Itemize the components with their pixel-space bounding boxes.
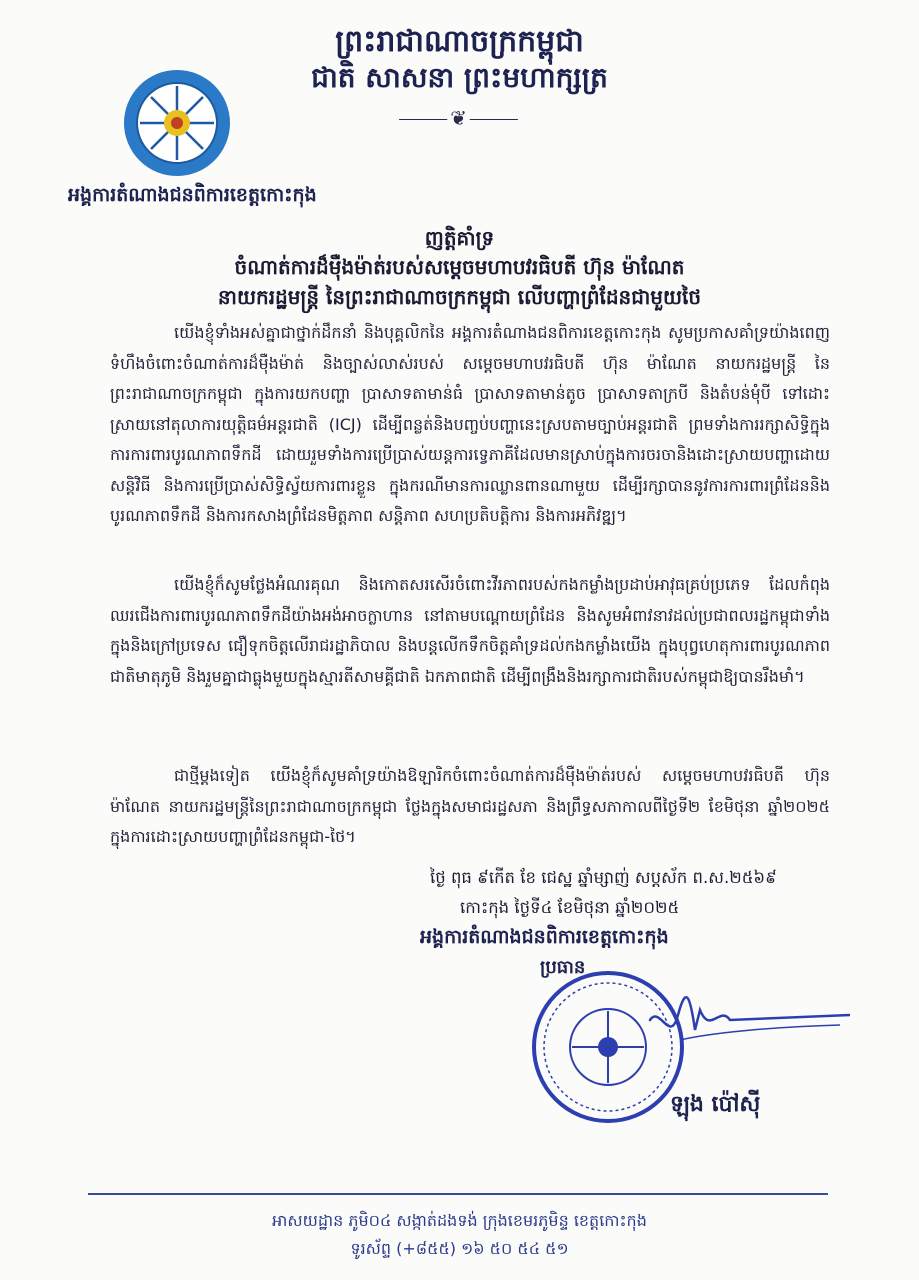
lunar-date: ថ្ងៃ ពុធ ៩កើត ខែ ជេស្ឋ ឆ្នាំម្សាញ់ សប្តស័ក ព.ស.២៥៦៩ [430, 868, 777, 887]
signer-role: ប្រធាន [540, 957, 586, 978]
document-subtitle-line1: ចំណាត់ការដ៏ម៉ឺងម៉ាត់របស់សម្តេចមហាបវរធិបតី ហ៊ុន ម៉ាណែត [234, 255, 685, 279]
motto-heading: ជាតិ សាសនា ព្រះមហាក្សត្រ [311, 61, 608, 94]
document-subtitle-line2: នាយករដ្ឋមន្ត្រី នៃព្រះរាជាណាចក្រកម្ពុជា លើបញ្ហាព្រំដែនជាមួយថៃ [217, 285, 702, 309]
footer-divider [88, 1193, 828, 1195]
body-paragraph-1: យើងខ្ញុំទាំងអស់គ្នាជាថ្នាក់ដឹកនាំ និងបុគ្គលិកនៃ អង្គការតំណាងជនពិការខេត្តកោះកុង សូមប្រកាសគាំទ្រយ៉ាងពេញទំហឹងចំពោះចំណាត់ការដ៏ម៉ឺងម៉ាត់ និងច្បាស់លាស់របស់ សម្តេចមហាបវរធិបតី ហ៊ុន ម៉ាណែត នាយករដ្ឋមន្ត្រី នៃព្រះរាជាណាចក្រកម្ពុជា ក្នុងការយកបញ្ហា ប្រាសាទតាមាន់ធំ ប្រាសាទតាមាន់តូច ប្រាសាទតាក្របី និងតំបន់មុំបី ទៅដោះស្រាយនៅតុលាការយុត្តិធម៌អន្តរជាតិ (ICJ) ដើម្បីពន្លត់និងបញ្ចប់បញ្ហានេះស្របតាមច្បាប់អន្តរជាតិ ព្រមទាំងការរក្សាសិទ្ធិក្នុងការការពារបូរណភាពទឹកដី ដោយរួមទាំងការប្រើប្រាស់យន្តការទ្វេភាគីដែលមានស្រាប់ក្នុងការចរចានិងដោះស្រាយបញ្ហាដោយសន្តិវិធី និងការប្រើប្រាស់សិទ្ធិស្វ័យការពារខ្លួន ក្នុងករណីមានការឈ្លានពានណាមួយ ដើម្បីរក្សាបាននូវការការពារព្រំដែននិងបូរណភាពទឹកដី និងការកសាងព្រំដែនមិត្តភាព សន្តិភាព សហប្រតិបត្តិការ និងការអភិវឌ្ឍ។ [110, 323, 830, 525]
handwritten-signature [620, 985, 850, 1065]
document-title: ញត្តិគាំទ្រ [424, 226, 495, 250]
footer-phone: ទូរស័ព្ទ (+៨៥៥) ១៦ ៥០ ៥៤ ៥១ [350, 1239, 569, 1258]
signer-name: ឡុង ប៉ៅស៊ី [670, 1092, 761, 1117]
kingdom-heading: ព្រះរាជាណាចក្រកម្ពុជា [335, 24, 584, 59]
footer-address: អាសយដ្ឋាន ភូមិ០៤ សង្កាត់ដងទង់ ក្រុងខេមរភូមិន្ទ ខេត្តកោះកុង [272, 1211, 647, 1230]
solar-date: កោះកុង ថ្ងៃទី៤ ខែមិថុនា ឆ្នាំ២០២៥ [460, 898, 680, 917]
ornament-divider: ⸻❦⸻ [398, 106, 521, 130]
organization-logo [122, 68, 232, 178]
organization-name: អង្គការតំណាងជនពិការខេត្តកោះកុង [68, 184, 317, 206]
body-paragraph-3: ជាថ្មីម្តងទៀត យើងខ្ញុំក៏សូមគាំទ្រយ៉ាងឱឡារិកចំពោះចំណាត់ការដ៏ម៉ឺងម៉ាត់របស់ សម្តេចមហាបវរធិបតី ហ៊ុន ម៉ាណែត នាយករដ្ឋមន្ត្រីនៃព្រះរាជាណាចក្រកម្ពុជា ថ្លែងក្នុងសមាជរដ្ឋសភា និងព្រឹទ្ធសភាកាលពីថ្ងៃទី២ ខែមិថុនា ឆ្នាំ២០២៥ ក្នុងការដោះស្រាយបញ្ហាព្រំដែនកម្ពុជា-ថៃ។ [110, 766, 830, 846]
body-paragraph-2: យើងខ្ញុំក៏សូមថ្លែងអំណរគុណ និងកោតសរសើរចំពោះវីរភាពរបស់កងកម្លាំងប្រដាប់អាវុធគ្រប់ប្រភេទ ដែលកំពុងឈរជើងការពារបូរណភាពទឹកដីយ៉ាងអង់អាចក្លាហាន នៅតាមបណ្តោយព្រំដែន និងសូមអំពាវនាវដល់ប្រជាពលរដ្ឋកម្ពុជាទាំងក្នុងនិងក្រៅប្រទេស ជឿទុកចិត្តលើរាជរដ្ឋាភិបាល និងបន្តលើកទឹកចិត្តគាំទ្រដល់កងកម្លាំងយើង ក្នុងបុព្វហេតុការពារបូរណភាពជាតិមាតុភូមិ និងរួមគ្នាជាធ្លុងមួយក្នុងស្មារតីសាមគ្គីជាតិ ឯកភាពជាតិ ដើម្បីពង្រឹងនិងរក្សាការជាតិរបស់កម្ពុជាឱ្យបានរឹងមាំ។ [110, 575, 830, 686]
signing-organization: អង្គការតំណាងជនពិការខេត្តកោះកុង [420, 926, 669, 948]
